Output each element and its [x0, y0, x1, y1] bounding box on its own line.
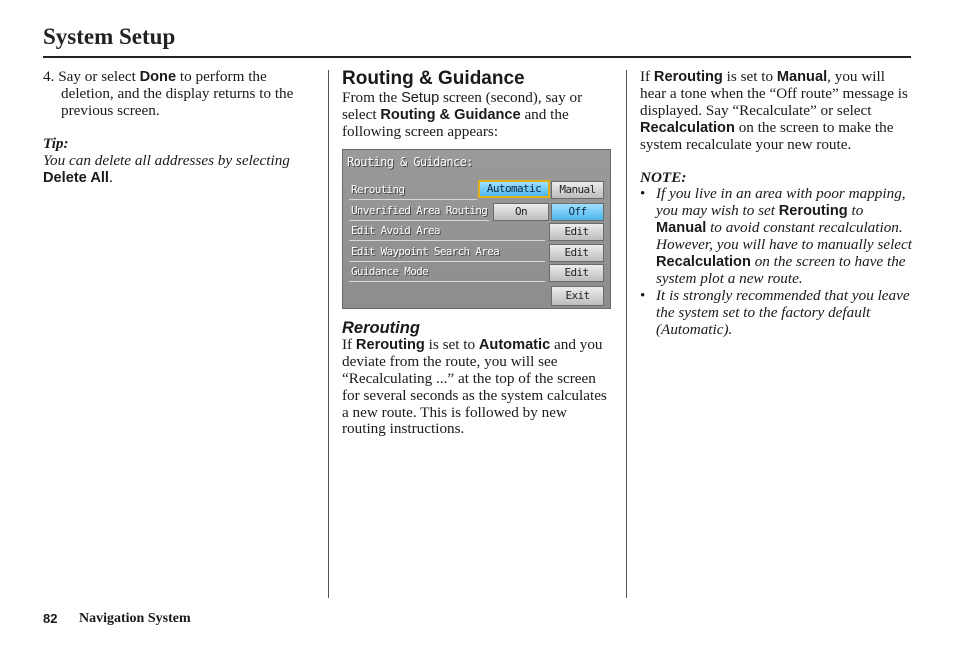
bullet-icon: • [640, 286, 646, 304]
step-4 [43, 69, 301, 120]
exit-button[interactable]: Exit [551, 286, 604, 306]
screen-row-guidance-mode: Guidance Mode [349, 263, 545, 282]
manual-text-4: on the screen to make the system recalculate your new route. [640, 118, 894, 153]
page-title: System Setup [43, 24, 176, 49]
intro-text-2: screen (second), say or select [342, 89, 583, 123]
bullet-icon: • [640, 185, 646, 203]
tip-text-start: You can delete all addresses by selecting [43, 151, 290, 169]
edit-avoid-area-button[interactable]: Edit [549, 223, 604, 241]
screen-row-avoid-area: Edit Avoid Area [349, 222, 545, 241]
off-button[interactable]: Off [551, 203, 604, 221]
page-number: 82 [43, 611, 58, 626]
manual-paragraph [640, 69, 912, 154]
routing-guidance-screen [342, 149, 611, 309]
column-divider-right [626, 70, 627, 598]
recalculation-term: Recalculation [656, 254, 751, 271]
manual-term: Manual [776, 69, 828, 85]
screen-row-rerouting: Rerouting [349, 181, 477, 200]
done-term: Done [139, 69, 177, 85]
intro-text: From the [342, 89, 402, 106]
intro-paragraph [342, 90, 612, 141]
note-heading: NOTE: [640, 168, 687, 186]
manual-text-3: , you will hear a tone when the “Off route” message is displayed. Say “Recalculate” or select [640, 68, 908, 119]
on-button[interactable]: On [493, 203, 549, 221]
note-bullet-1 [640, 186, 912, 287]
edit-guidance-mode-button[interactable]: Edit [549, 264, 604, 282]
column-divider-left [328, 70, 329, 598]
rerouting-term: Rerouting [653, 69, 723, 85]
note-text-5: It is strongly recommended that you leave the system set to the factory default (Automatic). [656, 286, 910, 338]
edit-waypoint-button[interactable]: Edit [549, 244, 604, 262]
screen-title: Routing & Guidance: [347, 155, 473, 169]
rerouting-section [342, 320, 612, 438]
automatic-button[interactable]: Automatic [478, 180, 550, 198]
rerouting-term: Rerouting [355, 336, 425, 353]
intro-text-3: and the following screen appears: [342, 105, 569, 140]
manual-text: If [640, 68, 654, 85]
rerouting-text-2: is set to [424, 335, 479, 353]
routing-guidance-term: Routing & Guidance [380, 106, 521, 123]
note-bullet-2 [640, 288, 912, 339]
tip-text-end: . [108, 168, 113, 186]
automatic-term: Automatic [478, 336, 551, 353]
manual-term: Manual [656, 220, 707, 237]
tip-heading: Tip: [43, 134, 69, 152]
step-number: 4. [43, 68, 55, 85]
note-text: If you live in an area with poor mapping, you may wish to set [656, 185, 906, 220]
section-title: Routing & Guidance [342, 68, 525, 89]
note-text-3: to avoid constant recalculation. However, you will have to manually select [656, 219, 913, 254]
setup-term: Setup [401, 90, 440, 106]
screen-row-unverified: Unverified Area Routing [349, 202, 489, 221]
rerouting-term: Rerouting [778, 203, 848, 220]
column-2 [342, 68, 612, 141]
recalculation-term: Recalculation [640, 119, 735, 136]
step-text-end: to perform the deletion, and the display returns to the previous screen. [61, 68, 294, 119]
header-rule [43, 56, 911, 58]
tip-text [43, 153, 301, 187]
rerouting-text: If [342, 335, 356, 353]
rerouting-subtitle: Rerouting [342, 319, 420, 337]
delete-all-term: Delete All [43, 169, 109, 186]
screen-row-waypoint: Edit Waypoint Search Area [349, 243, 545, 262]
rerouting-paragraph [342, 337, 612, 438]
note-text-4: on the screen to have the system plot a new route. [656, 253, 906, 287]
column-1 [43, 69, 301, 186]
manual-text-2: is set to [722, 68, 777, 85]
step-text: Say or select [58, 68, 140, 85]
manual-button[interactable]: Manual [551, 181, 604, 199]
rerouting-text-3: and you deviate from the route, you will see “Recalculating ...” at the top of the screen for several seconds as the system calculates a new route. This is followed by new routing instructions. [342, 335, 607, 438]
footer-text: Navigation System [79, 611, 191, 626]
note-text-2: to [847, 202, 864, 220]
column-3 [640, 69, 912, 339]
